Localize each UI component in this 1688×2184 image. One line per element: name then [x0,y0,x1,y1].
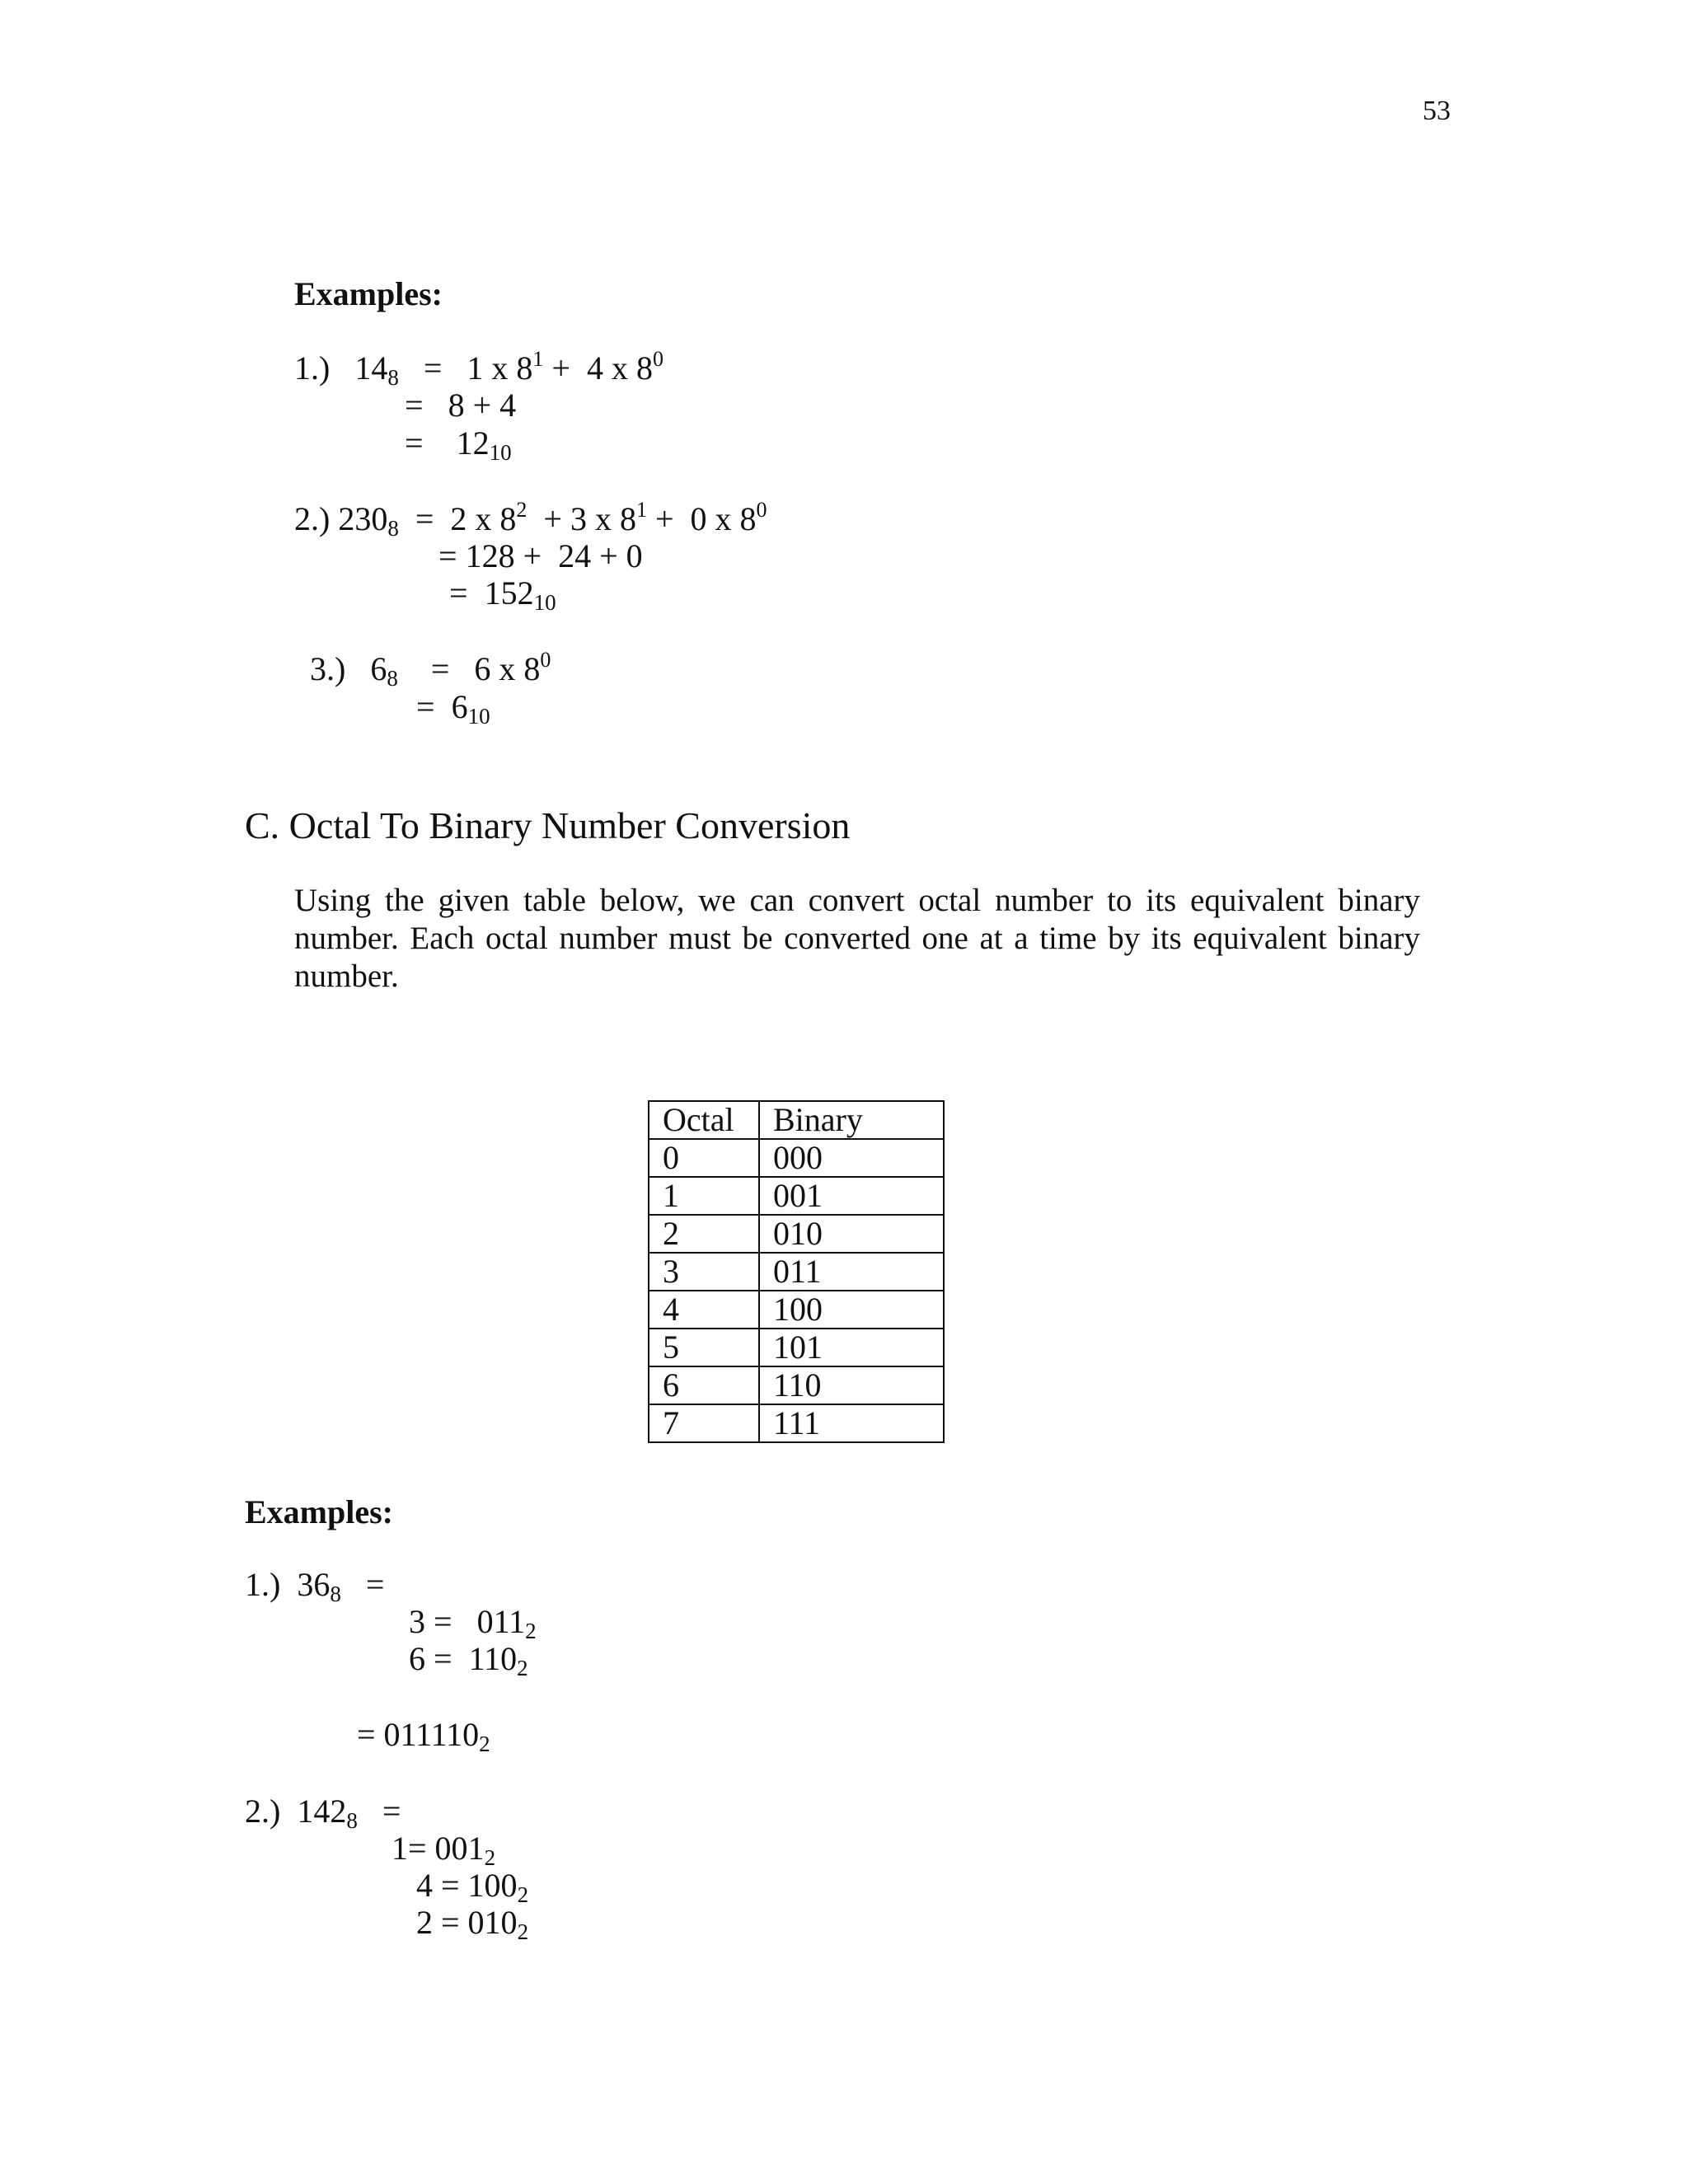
equals-sign: = [449,574,468,612]
term: 3 x 8 [570,500,636,537]
example-2-line-1 [294,498,767,541]
conversion-example-1-line-3 [409,1640,528,1680]
expression: 128 + 24 + 0 [465,537,643,574]
table-cell-octal: 1 [649,1177,759,1215]
example-1-line-1 [294,347,663,390]
table-row [649,1366,944,1404]
base-subscript: 2 [517,1656,528,1680]
section-paragraph: Using the given table below, we can convert octal number to its equivalent binary number. Each octal number must be converted one at a time by its equivalent binary number. [294,883,1420,994]
binary-value: 011 [476,1603,526,1640]
example-label: 2.) [245,1793,281,1830]
base-subscript: 10 [533,590,556,615]
base-subscript: 10 [489,440,512,465]
base-subscript: 2 [517,1919,529,1944]
number: 6 [370,650,387,687]
conversion-example-2-line-2 [392,1830,496,1870]
conversion-example-1-result [357,1716,490,1756]
result-value: = 011110 [357,1716,480,1753]
table-cell-binary: 111 [759,1404,944,1442]
exponent: 1 [635,498,647,522]
base-subscript: 2 [517,1882,529,1907]
equals-sign: = [438,537,457,574]
table-row [649,1139,944,1177]
table-cell-binary: 010 [759,1215,944,1253]
plus-sign: + [654,500,674,537]
conversion-example-2-line-1 [245,1793,401,1833]
base-subscript: 2 [525,1619,537,1643]
expression: 4 = 100 [416,1867,518,1904]
conversion-example-2-line-3 [416,1867,529,1907]
equals-sign: = [430,650,450,687]
equals-sign: = [405,387,424,424]
table-cell-binary: 000 [759,1139,944,1177]
example-label: 2.) [294,500,331,537]
example-3-line-1 [310,648,551,691]
table-row [649,1215,944,1253]
exponent: 1 [532,347,544,371]
examples-heading: Examples: [294,275,443,312]
base-subscript: 8 [346,1808,358,1833]
equals-sign: = [423,349,443,387]
table-row [649,1404,944,1442]
binary-value: 110 [468,1640,518,1677]
table-cell-octal: 4 [649,1291,759,1329]
example-label: 1.) [245,1566,281,1603]
table-cell-octal: 3 [649,1253,759,1291]
table-cell-octal: 6 [649,1366,759,1404]
table-header-binary: Binary [759,1101,944,1139]
exponent: 2 [516,498,528,522]
term: 1 x 8 [467,349,533,387]
table-header-octal: Octal [649,1101,759,1139]
exponent: 0 [756,498,767,522]
base-subscript: 8 [330,1582,341,1606]
plus-sign: + [543,500,562,537]
plus-sign: + [551,349,570,387]
table-cell-binary: 001 [759,1177,944,1215]
table-cell-octal: 5 [649,1329,759,1366]
term: 4 x 8 [586,349,653,387]
number: 230 [338,500,388,537]
expression: 8 + 4 [448,387,517,424]
equals-sign: = [405,424,424,462]
section-title: C. Octal To Binary Number Conversion [245,804,851,846]
base-subscript: 2 [479,1732,490,1756]
equals-sign: = [365,1566,385,1603]
equals-sign: = [416,688,435,725]
equals-sign: = [382,1793,401,1830]
table-cell-binary: 110 [759,1366,944,1404]
conversion-example-1-line-2 [409,1603,537,1643]
example-label: 3.) [310,650,346,687]
equals-sign: = [415,500,434,537]
table-cell-binary: 011 [759,1253,944,1291]
table-cell-octal: 7 [649,1404,759,1442]
number: 142 [297,1793,347,1830]
table-row [649,1329,944,1366]
base-subscript: 8 [387,516,399,541]
table-cell-octal: 2 [649,1215,759,1253]
expression: 3 = [409,1603,452,1640]
exponent: 0 [540,648,551,672]
number: 12 [456,424,490,462]
base-subscript: 8 [387,666,398,691]
octal-binary-table [648,1100,945,1443]
number: 14 [354,349,388,387]
expression: 6 = [409,1640,452,1677]
term: 6 x 8 [474,650,541,687]
number: 36 [297,1566,331,1603]
base-subscript: 8 [387,365,399,390]
example-3-line-2 [416,688,490,729]
page-number: 53 [1423,96,1451,126]
table-cell-binary: 101 [759,1329,944,1366]
number: 6 [451,688,468,725]
base-subscript: 10 [467,704,490,729]
term: 0 x 8 [690,500,757,537]
example-1-line-2 [405,389,516,422]
table-header-row [649,1101,944,1139]
example-2-line-2 [438,537,643,574]
conversion-example-2-line-4 [416,1904,529,1944]
table-cell-octal: 0 [649,1139,759,1177]
table-row [649,1253,944,1291]
exponent: 0 [652,347,663,371]
table-row [649,1291,944,1329]
table-cell-binary: 100 [759,1291,944,1329]
examples-heading: Examples: [245,1493,393,1530]
example-label: 1.) [294,349,331,387]
conversion-example-1-line-1 [245,1566,385,1606]
base-subscript: 2 [484,1845,496,1870]
example-2-line-3 [449,574,556,615]
expression: 2 = 010 [416,1904,518,1941]
example-1-line-3 [405,424,512,465]
number: 152 [484,574,534,612]
term: 2 x 8 [450,500,517,537]
table-row [649,1177,944,1215]
expression: 1= 001 [392,1830,485,1867]
